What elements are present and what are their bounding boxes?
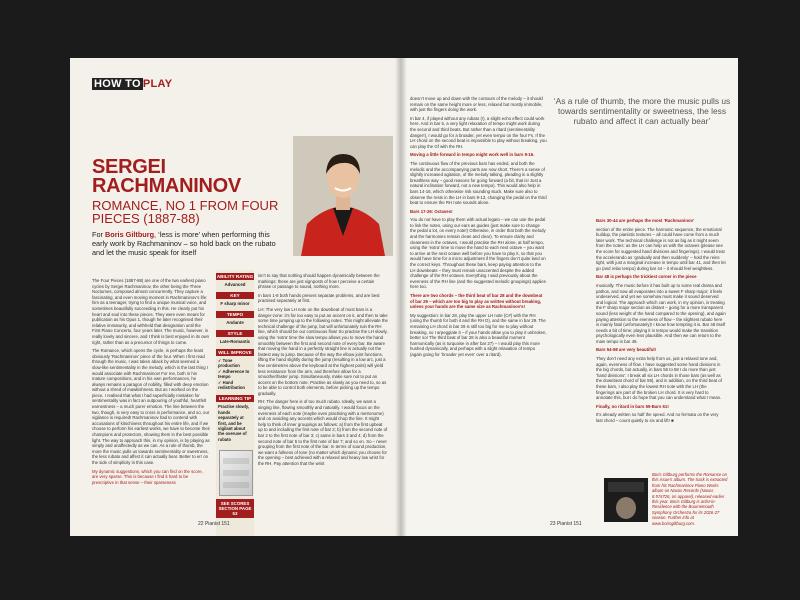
standfirst-name: Boris Giltburg xyxy=(104,230,155,239)
score-thumbnail xyxy=(219,450,253,496)
improve-item: ✓ Hand redistribution xyxy=(218,379,245,391)
learning-tip-heading: LEARNING TIP xyxy=(216,395,254,402)
right-col1-p3: The continuous flow of the previous bars has ended, and both the melodic and the accompanying parts are now short. There’s a sense of slightly increased agitation, of the melody talking, pleading in a slightly breathless way – good reasons for going forward (a bit, that is! Just a natural inclination forward, not a new tempo). This would also help in bars 14-16, which otherwise risk sounding stuck. Make sure also to observe the rests in the LH in bars 9-13, changing the pedal on the third beat to ensure the RH note sounds alone. xyxy=(410,160,547,206)
right-col1-heading-1: Moving a little forward in tempo might work well in bars 9-16. xyxy=(410,152,535,158)
standfirst xyxy=(92,230,287,257)
standfirst-rest: , ‘less is more’ when performing this early work by Rachmaninov – so hold back on the rubato and let the music speak for itself xyxy=(92,230,276,257)
right-col2-p3: They don’t need any extra help from us, just a relaxed tone and, again, evenness of flow. I have suggested some hand divisions in the big chords, but actually, in bars 56 to 58 I do more than just ‘hand divisions’: I break all six LH chords in those bars (as well as the downbeat chord of bar 59), and in addition, on the third beat of these bars, I also play the lowest RH note with the LH (the fingerings are part of the broken LH chord. It is very hard to annotate this, but I do hope that you can understand what I mean. xyxy=(596,356,722,401)
kicker-play: PLAY xyxy=(142,78,173,90)
left-folio: 22 Pianist 151 xyxy=(198,521,230,527)
section-kicker xyxy=(92,78,172,91)
improve-heading: WILL IMPROVE xyxy=(216,349,254,356)
right-col1-p4: You do not have to play them with actual legato – we can use the pedal to link the notes, using our ears as guides (just make sure to change the pedal a lot, on every note!) Otherwise, in order that both the melody and the harmonies remain clean and clear). To ensure clarity and cleanness in the octaves, I would practise the RH alone, at half tempo, using the ‘extra’ time to move the hand to each next octave – you want to arrive at the next octave well before you have to play it, so that you would have time for a micro adjustment if the fingers don’t quite land on the correct keys. Throughout these bars, keep paying attention to the LH downbeats – they must remain unaccented despite the added challenge of the RH octaves. Everything I said previously about the evenness of the RH line (and the suggested melodic groupings) applies here too. xyxy=(410,217,546,290)
info-sidebar xyxy=(216,270,254,536)
right-col1-heading-2: Bars 17-26: Octaves! xyxy=(410,208,453,214)
right-col2-heading-4: Finally, no ritard in bars 59-Bars 61! xyxy=(596,403,669,409)
style-heading: STYLE xyxy=(216,330,254,337)
album-cover xyxy=(604,478,648,522)
standfirst-prefix: For xyxy=(92,230,105,239)
left-col1-p2: The Romance, which opens the cycle, is perhaps the least obviously ‘Rachmaninov’ piece of the four. When I first read through the music, I was taken aback by what seemed a slow-like sentimentality in the melody, which is the last thing I would associate with Rachmaninov! For me, both in his mature compositions, and in his own performances, he always remains a paragon of nobility, filled with deep emotion without a shred of mawkishness. But as I worked on the piece, I realised that what I had superficially mistaken for sentimentality was in fact an outpouring of youthful, heartfelt earnestness – a much purer emotion. The line between the two, though, is very easy to cross in performance, and so, our vigilance is required! Rachmaninov had to contend with accusations of kitschiness throughout his entire life, and if we choose to perform his earliest works, we have to become their champions and protectors, showing them in the best possible light. The way to approach this, in my opinion, is by playing as simply and unaffectedly as we can. As a rule of thumb, the more the music pulls us towards sentimentality or sweetness, the less rubato and affect it can actually bear. Better to err on the side of simplicity in this case. xyxy=(92,348,210,465)
key-value: F sharp minor xyxy=(220,301,250,306)
album-cover-art xyxy=(604,478,648,522)
ability-heading: ABILITY RATING xyxy=(216,274,254,279)
right-col1-heading-3: There are two chords – the third beat of bar 28 and the downbeat of bar 29 – which are too big to play as written without breaking, unless your hands are the same size as Rachmaninov’s! xyxy=(410,293,543,310)
right-col1-p1: doesn’t move up and down with the contours of the melody – it should remain on the same height more or less, relaxed but mostly immobile, with just the fingers doing the work. xyxy=(410,96,543,113)
improve-item: ✓ Tone production xyxy=(218,358,240,369)
score-staff-lines xyxy=(220,451,252,495)
right-col2-heading-3: Bars 54-58 are very beautiful! xyxy=(596,347,656,353)
left-column-2 xyxy=(258,273,388,470)
left-col2-p3: LH: The very low LH note on the downbeat of most bars is a danger-zone: it’s far too easy to put an accent on it, and then to take some time jumping up to the following notes. This might alleviate the technical challenge of the jump, but will unfortunately ruin the RH line, which should be our continuous flow! So practise the LH slowly, using the ‘extra’ time the slow tempo allows you to move the hand smoothly between the first and second note of every bar. Be aware that moving the hand in a perfectly straight line is actually not the fastest way to jump. Because of the way the elbow joint functions, lifting the hand slightly during the jump (resulting in a low arc, just a few centimetres above the keyboard at the highest point) will yield less resistance from the arm, and therefore allow for a smoother/faster jump. Simultaneously, make sure not to put an accent on the bottom note. Practise as slowly as you need to, so as to be able to control both elements, before picking up the tempo gradually. xyxy=(258,306,388,396)
left-col2-p4: RH: The danger here is of too much rubato. Ideally, we want a singing line, flowing smoothly and naturally. I would focus on the evenness of each note (maybe even practising with a metronome) and on avoiding any accents which would chop the line. It might help to think of inner groupings as follows: a) from the first upbeat up to and including the first note of bar 2; b) from the second note of bar 2 to the first note of bar 3; c) same in bars 3 and 4; d) from the second note of bar 5 to the first note of bar 7; and so on. So – never grouping from the first note of the bar. In terms of sound production, we want a fullness of tone (no matter which dynamic you choose for the opening – best achieved with a relaxed and heavy low wrist for the RH. Pay attention that the wrist xyxy=(258,399,388,466)
article-subtitle: ROMANCE, NO 1 FROM FOUR PIECES (1887-88) xyxy=(92,198,279,226)
left-col1-p3: My dynamic suggestions, which you can find on the score, are very sparse. This is because I find it hard to be prescriptive in that sense – their sparseness xyxy=(92,468,203,485)
right-column-1 xyxy=(410,96,547,361)
improve-item: ✓ Adherence to tempo xyxy=(218,368,250,380)
pull-quote: ‘As a rule of thumb, the more the music pulls us towards sentimentality or sweetness, the less rubato and affect it can actually bear’ xyxy=(553,96,731,126)
right-col2-p1: section of the entire piece. The harmonic sequence, the emotional buildup, the pianistic textures – all could have come from a much later work. The technical challenge is not as big as it might seem from the notes: as the LH can help us with the octaves (please see the score for suggested hand divisions and fingerings). I would treat the accelerando as ‘gradually and then suddenly’ – hold the reins tight, with just a marginal increase in tempo until bar 41, and then let go (and relax tempo) during bar 44 – it should feel weightless. xyxy=(596,226,726,271)
ability-value: Advanced xyxy=(224,282,246,287)
tempo-heading: TEMPO xyxy=(216,311,254,318)
right-folio: 23 Pianist 151 xyxy=(550,521,582,527)
pianist-photo xyxy=(293,136,393,256)
left-column-1 xyxy=(92,278,210,488)
article-title xyxy=(92,158,282,196)
improve-list xyxy=(216,356,254,392)
right-col1-p2: In bar 4, if played without any rubato (!), a slight echo effect could work here. And in bar 6, a very light relaxation of tempo might work during the second and third beats. But rather than a ritard (sentimentality danger!), I would go for a broader, yet even tempo on the four Fs. If the LH chord on the second beat is impossible to play without breaking, you can play the Gf with the RH. xyxy=(410,115,547,149)
title-line-1: SERGEI xyxy=(92,156,166,178)
right-col2-heading-1: Bars 30-44 are perhaps the most ‘Rachmaninov’ xyxy=(596,218,695,223)
right-col2-heading-2: Bar 48 is perhaps the trickiest corner in the piece xyxy=(596,274,697,280)
left-page xyxy=(70,58,400,536)
see-scores-link: SEE SCORES SECTION PAGE 53 xyxy=(216,499,254,518)
kicker-how: HOW TO xyxy=(94,78,141,90)
left-col1-p1: The Four Pieces (1887-88) are one of the two earliest piano cycles by Sergei Rachmaninov, the other being the Three Nocturnes, composed almost concurrently. They capture a fascinating, and even moving moment in Rachmaninov’s life: him as a teenager, trying to find a unique musical voice, and sometimes beautifully succeeding in this. He clearly put his heart and soul into these pieces. They were even meant for publication as his Opus 1, though he later recognised their relative immaturity, and withheld that designation until the First Piano Concerto, four years later. The music, however, is really lovely and sincere, and I think is best enjoyed in its own right, rather than as a precursor of things to come. xyxy=(92,278,210,345)
tempo-value: Andante xyxy=(226,320,244,325)
album-credit-text: Boris Giltburg performs the Romance on this issue’s album. The track is extracted from his Rachmaninov Piano Works album on Naxos Records (Naxos 8.574726, on apparel), released earlier this year. Boris Giltburg is artist-in-Residence with the Bournemouth Symphony Orchestra for its 2026-27 season. Further info at www.borisgiltburg.com. xyxy=(652,472,728,526)
right-column-2 xyxy=(596,218,726,427)
style-value: Late-Romantic xyxy=(219,339,251,344)
learning-tip-text: Practise slowly, hands separately at first, and be vigilant about the overuse of rubato xyxy=(218,404,250,442)
right-page xyxy=(400,58,738,536)
page-gutter xyxy=(395,58,407,536)
left-col2-p1: isn’t to say that nothing should happen dynamically between the markings; these are just signposts of how I perceive a certain phrase or passage to sound, nothing more. xyxy=(258,273,380,290)
title-line-2: RACHMANINOV xyxy=(92,175,241,197)
left-col2-p2: In bars 1-8 both hands present separate problems, and are best practised separately at first. xyxy=(258,292,380,304)
right-col2-p2: musically. The music before it has built up to some real drama and pathos, and now all evaporates into a sweet F sharp major; it feels undeserved, and yet we somehow must make it sound deserved and logical. The approach which can work, in my opinion, is treating the F sharp major section as distant – going for a more transparent sound (less weight of the hand compared to the opening), and again paying attention to the evenness of flow – the slightest rubato here is mainly fatal (unfortunately)! I know how tempting it is. Bar 48 itself needs a bit of time; playing it in tempo would make the transition psychologically even less plausible. And then we can return to the main tempo in bar 49. xyxy=(596,282,726,344)
right-col2-p4: It’s already written so half the speed. And no fermata on the very last chord – count quietly to six and lift! ■ xyxy=(596,412,719,423)
portrait-illustration xyxy=(293,136,393,256)
key-heading: KEY xyxy=(216,292,254,299)
right-col1-p5: My suggestion: in bar 28, play the upper LH note (C#) with the RH (using the thumb for both it and the RH D), and the same in bar 29. The remaining LH chord in bar 29 is still too big for me to play without breaking, so I arpeggiate it – if your hands allow you to play it unbroken, better so! The third beat of bar 28 is also a beautiful moment harmonically (as is turquoise in after bar 27) – I would play this more hushed dynamically, and perhaps with a slight relaxation of tempo (again going for ‘broader yet even’ over a ritard). xyxy=(410,312,547,357)
